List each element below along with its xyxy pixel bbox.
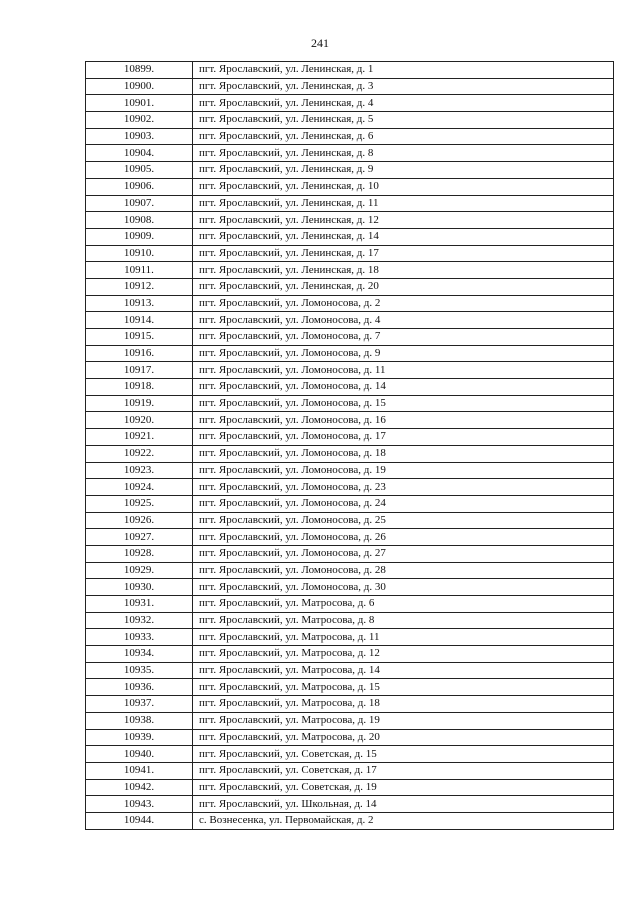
row-number: 10911. <box>86 262 193 279</box>
row-address: пгт. Ярославский, ул. Ломоносова, д. 18 <box>193 445 614 462</box>
table-row <box>86 78 614 95</box>
row-number: 10910. <box>86 245 193 262</box>
table-row <box>86 479 614 496</box>
row-number: 10899. <box>86 62 193 79</box>
row-number: 10933. <box>86 629 193 646</box>
table-row <box>86 712 614 729</box>
row-address: пгт. Ярославский, ул. Ломоносова, д. 24 <box>193 495 614 512</box>
row-number: 10918. <box>86 379 193 396</box>
table-row <box>86 262 614 279</box>
row-address: пгт. Ярославский, ул. Ленинская, д. 10 <box>193 178 614 195</box>
row-number: 10916. <box>86 345 193 362</box>
address-table <box>85 61 614 830</box>
row-number: 10913. <box>86 295 193 312</box>
row-number: 10906. <box>86 178 193 195</box>
row-number: 10938. <box>86 712 193 729</box>
row-number: 10942. <box>86 779 193 796</box>
table-row <box>86 395 614 412</box>
table-row <box>86 612 614 629</box>
row-number: 10912. <box>86 278 193 295</box>
table-row <box>86 362 614 379</box>
row-number: 10921. <box>86 429 193 446</box>
row-address: пгт. Ярославский, ул. Ломоносова, д. 15 <box>193 395 614 412</box>
table-row <box>86 445 614 462</box>
row-address: пгт. Ярославский, ул. Ломоносова, д. 30 <box>193 579 614 596</box>
row-number: 10907. <box>86 195 193 212</box>
row-address: пгт. Ярославский, ул. Ленинская, д. 20 <box>193 278 614 295</box>
row-address: пгт. Ярославский, ул. Матросова, д. 20 <box>193 729 614 746</box>
table-row <box>86 145 614 162</box>
row-address: пгт. Ярославский, ул. Ломоносова, д. 28 <box>193 562 614 579</box>
row-address: пгт. Ярославский, ул. Матросова, д. 8 <box>193 612 614 629</box>
row-address: пгт. Ярославский, ул. Ломоносова, д. 14 <box>193 379 614 396</box>
address-table-body <box>86 62 614 830</box>
table-row <box>86 379 614 396</box>
row-address: пгт. Ярославский, ул. Матросова, д. 11 <box>193 629 614 646</box>
row-address: пгт. Ярославский, ул. Ленинская, д. 5 <box>193 112 614 129</box>
row-address: пгт. Ярославский, ул. Ломоносова, д. 4 <box>193 312 614 329</box>
table-row <box>86 345 614 362</box>
table-row <box>86 646 614 663</box>
row-number: 10919. <box>86 395 193 412</box>
row-number: 10934. <box>86 646 193 663</box>
row-address: пгт. Ярославский, ул. Ленинская, д. 8 <box>193 145 614 162</box>
row-number: 10926. <box>86 512 193 529</box>
row-number: 10904. <box>86 145 193 162</box>
table-row <box>86 729 614 746</box>
row-address: пгт. Ярославский, ул. Ленинская, д. 12 <box>193 212 614 229</box>
row-address: пгт. Ярославский, ул. Ленинская, д. 14 <box>193 228 614 245</box>
row-address: пгт. Ярославский, ул. Матросова, д. 19 <box>193 712 614 729</box>
table-row <box>86 162 614 179</box>
row-address: пгт. Ярославский, ул. Ломоносова, д. 7 <box>193 329 614 346</box>
row-address: пгт. Ярославский, ул. Матросова, д. 18 <box>193 696 614 713</box>
table-row <box>86 512 614 529</box>
table-row <box>86 545 614 562</box>
row-address: пгт. Ярославский, ул. Советская, д. 17 <box>193 762 614 779</box>
row-address: пгт. Ярославский, ул. Ленинская, д. 6 <box>193 128 614 145</box>
row-address: пгт. Ярославский, ул. Ломоносова, д. 23 <box>193 479 614 496</box>
page-number: 241 <box>311 36 329 50</box>
table-row <box>86 178 614 195</box>
table-row <box>86 329 614 346</box>
row-address: пгт. Ярославский, ул. Ломоносова, д. 16 <box>193 412 614 429</box>
table-row <box>86 812 614 829</box>
row-address: пгт. Ярославский, ул. Матросова, д. 6 <box>193 596 614 613</box>
row-address: пгт. Ярославский, ул. Советская, д. 15 <box>193 746 614 763</box>
row-address: пгт. Ярославский, ул. Ленинская, д. 9 <box>193 162 614 179</box>
row-number: 10924. <box>86 479 193 496</box>
table-row <box>86 596 614 613</box>
row-address: пгт. Ярославский, ул. Ленинская, д. 1 <box>193 62 614 79</box>
table-row <box>86 629 614 646</box>
row-number: 10923. <box>86 462 193 479</box>
table-row <box>86 529 614 546</box>
row-address: пгт. Ярославский, ул. Ломоносова, д. 17 <box>193 429 614 446</box>
row-number: 10901. <box>86 95 193 112</box>
row-number: 10930. <box>86 579 193 596</box>
row-address: пгт. Ярославский, ул. Ломоносова, д. 27 <box>193 545 614 562</box>
table-row <box>86 429 614 446</box>
row-number: 10932. <box>86 612 193 629</box>
table-row <box>86 762 614 779</box>
row-address: пгт. Ярославский, ул. Ленинская, д. 4 <box>193 95 614 112</box>
row-address: пгт. Ярославский, ул. Ломоносова, д. 9 <box>193 345 614 362</box>
table-row <box>86 679 614 696</box>
row-number: 10915. <box>86 329 193 346</box>
table-row <box>86 779 614 796</box>
table-row <box>86 562 614 579</box>
row-number: 10903. <box>86 128 193 145</box>
row-number: 10905. <box>86 162 193 179</box>
row-number: 10937. <box>86 696 193 713</box>
row-address: пгт. Ярославский, ул. Ломоносова, д. 19 <box>193 462 614 479</box>
table-row <box>86 278 614 295</box>
row-address: пгт. Ярославский, ул. Советская, д. 19 <box>193 779 614 796</box>
table-row <box>86 112 614 129</box>
row-number: 10925. <box>86 495 193 512</box>
row-address: пгт. Ярославский, ул. Ленинская, д. 17 <box>193 245 614 262</box>
row-number: 10927. <box>86 529 193 546</box>
table-row <box>86 128 614 145</box>
row-number: 10940. <box>86 746 193 763</box>
row-number: 10943. <box>86 796 193 813</box>
table-row <box>86 245 614 262</box>
table-row <box>86 462 614 479</box>
row-number: 10922. <box>86 445 193 462</box>
row-address: пгт. Ярославский, ул. Ломоносова, д. 11 <box>193 362 614 379</box>
row-address: пгт. Ярославский, ул. Ломоносова, д. 25 <box>193 512 614 529</box>
table-row <box>86 696 614 713</box>
table-row <box>86 95 614 112</box>
table-row <box>86 796 614 813</box>
row-number: 10944. <box>86 812 193 829</box>
table-row <box>86 662 614 679</box>
row-address: пгт. Ярославский, ул. Школьная, д. 14 <box>193 796 614 813</box>
table-row <box>86 495 614 512</box>
row-number: 10908. <box>86 212 193 229</box>
row-address: пгт. Ярославский, ул. Матросова, д. 14 <box>193 662 614 679</box>
row-address: с. Вознесенка, ул. Первомайская, д. 2 <box>193 812 614 829</box>
table-row <box>86 746 614 763</box>
row-number: 10920. <box>86 412 193 429</box>
table-row <box>86 295 614 312</box>
table-row <box>86 312 614 329</box>
table-row <box>86 579 614 596</box>
row-number: 10931. <box>86 596 193 613</box>
row-number: 10941. <box>86 762 193 779</box>
row-address: пгт. Ярославский, ул. Ломоносова, д. 2 <box>193 295 614 312</box>
row-number: 10928. <box>86 545 193 562</box>
row-number: 10936. <box>86 679 193 696</box>
row-address: пгт. Ярославский, ул. Ленинская, д. 18 <box>193 262 614 279</box>
row-address: пгт. Ярославский, ул. Матросова, д. 15 <box>193 679 614 696</box>
row-number: 10909. <box>86 228 193 245</box>
row-address: пгт. Ярославский, ул. Ленинская, д. 11 <box>193 195 614 212</box>
row-number: 10917. <box>86 362 193 379</box>
row-number: 10935. <box>86 662 193 679</box>
row-address: пгт. Ярославский, ул. Матросова, д. 12 <box>193 646 614 663</box>
row-number: 10900. <box>86 78 193 95</box>
row-number: 10939. <box>86 729 193 746</box>
table-row <box>86 62 614 79</box>
table-row <box>86 212 614 229</box>
row-number: 10929. <box>86 562 193 579</box>
table-row <box>86 412 614 429</box>
row-address: пгт. Ярославский, ул. Ломоносова, д. 26 <box>193 529 614 546</box>
table-row <box>86 195 614 212</box>
table-row <box>86 228 614 245</box>
row-number: 10914. <box>86 312 193 329</box>
row-address: пгт. Ярославский, ул. Ленинская, д. 3 <box>193 78 614 95</box>
row-number: 10902. <box>86 112 193 129</box>
